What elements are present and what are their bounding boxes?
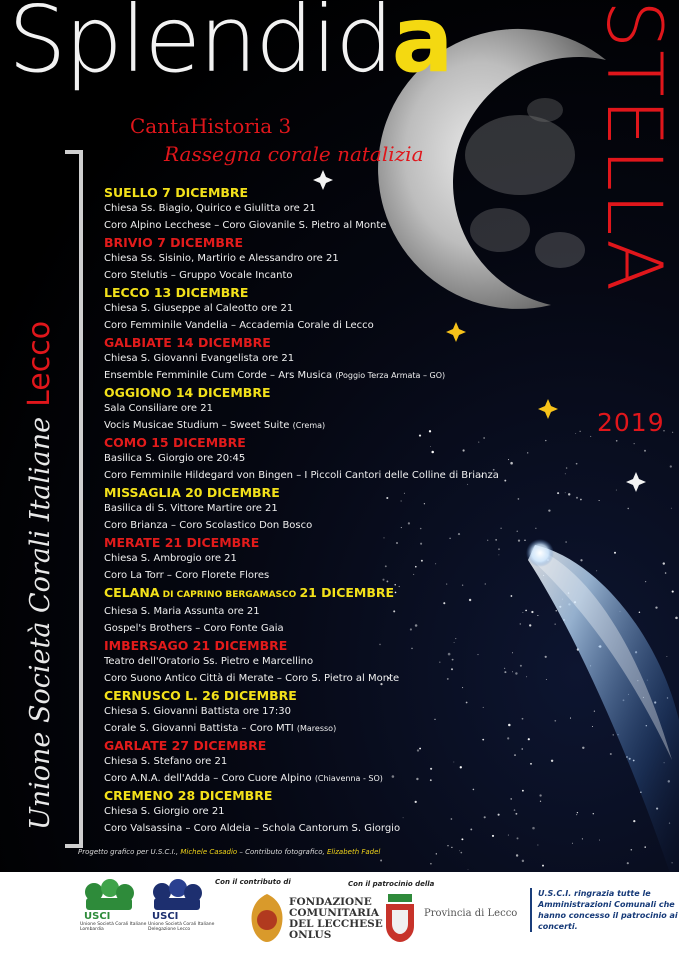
event-choirs-text: Coro Valsassina – Coro Aldeia – Schola Cantorum S. Giorgio	[104, 822, 401, 834]
fondazione-name	[289, 897, 383, 941]
patrocinio-label: Con il patrocinio della	[348, 880, 435, 888]
event-date-text: SUELLO 7 DICEMBRE	[104, 185, 249, 200]
title-accent-letter: a	[391, 0, 452, 93]
event-venue	[104, 551, 544, 568]
star-dot	[546, 679, 547, 680]
event-venue-text: Chiesa Ss. Biagio, Quirico e Giulitta ore 21	[104, 203, 316, 214]
star-dot	[665, 572, 667, 574]
star-dot	[580, 559, 582, 561]
star-dot	[570, 718, 571, 719]
star-dot	[468, 869, 469, 870]
event-choirs	[104, 671, 544, 688]
star-dot	[577, 812, 578, 813]
star-dot	[634, 443, 635, 444]
event-venue	[104, 401, 544, 418]
event-venue	[104, 451, 544, 468]
star-dot	[545, 440, 546, 441]
star-dot	[576, 463, 578, 465]
star-dot	[461, 838, 463, 840]
star-dot	[663, 562, 665, 564]
event-date-text: CREMENO 28 DICEMBRE	[104, 788, 273, 803]
star-dot	[380, 860, 382, 862]
event-choir-origin: (Crema)	[292, 420, 326, 430]
star-dot	[436, 853, 437, 854]
usci-lombardia-logo	[80, 878, 138, 920]
event-date	[104, 334, 544, 351]
event-date	[104, 284, 544, 301]
title	[8, 0, 452, 93]
event-venue-text: Basilica di S. Vittore Martire ore 21	[104, 503, 278, 514]
event-venue-text: Chiesa S. Maria Assunta ore 21	[104, 606, 260, 617]
event-date-text: GALBIATE 14 DICEMBRE	[104, 335, 271, 350]
fondazione-line: FONDAZIONE	[289, 896, 372, 908]
event-venue-text: Chiesa Ss. Sisinio, Martirio e Alessandro ore 21	[104, 253, 339, 264]
organization-name: Unione Società Corali Italiane	[25, 416, 56, 830]
star-dot	[565, 492, 566, 493]
star-dot	[666, 656, 667, 657]
sparkle-star-icon	[626, 472, 646, 492]
star-dot	[522, 860, 524, 862]
star-dot	[582, 747, 584, 749]
star-dot	[627, 862, 629, 864]
credits	[78, 848, 380, 856]
star-dot	[554, 720, 556, 722]
events-list	[104, 184, 544, 837]
event-date-text: GARLATE 27 DICEMBRE	[104, 738, 267, 753]
event-choirs	[104, 821, 544, 838]
event-date	[104, 687, 544, 704]
event-venue	[104, 501, 544, 518]
credits-middle: – Contributo fotografico,	[237, 848, 327, 856]
star-dot	[616, 490, 617, 491]
star-dot	[459, 850, 460, 851]
event-venue-text: Sala Consiliare ore 21	[104, 403, 213, 414]
stella-text: STELLA	[590, 0, 679, 294]
star-dot	[572, 843, 573, 844]
star-dot	[537, 845, 538, 846]
event-choirs	[104, 268, 544, 285]
organization-city: Lecco	[22, 320, 57, 407]
star-dot	[517, 837, 519, 839]
fondazione-line: DEL LECCHESE	[289, 918, 383, 930]
event-choirs-text: Coro A.N.A. dell'Adda – Coro Cuore Alpino	[104, 772, 312, 784]
credits-photographer: Elizabeth Fadel	[326, 848, 381, 856]
event-choirs	[104, 418, 544, 435]
star-dot	[655, 606, 657, 608]
star-dot	[566, 467, 568, 469]
event-choirs-text: Coro Stelutis – Gruppo Vocale Incanto	[104, 269, 293, 281]
provincia-name: Provincia di Lecco	[424, 908, 518, 919]
event-date-text: OGGIONO 14 DICEMBRE	[104, 385, 271, 400]
subtitle-rassegna: Rassegna corale natalizia	[164, 142, 424, 166]
star-dot	[675, 617, 678, 620]
event-venue-text: Chiesa S. Stefano ore 21	[104, 756, 228, 767]
subtitle-cantahistoria: CantaHistoria 3	[130, 114, 292, 138]
star-dot	[557, 492, 559, 494]
event-venue-text: Chiesa S. Giorgio ore 21	[104, 806, 225, 817]
credits-designer: Michele Casadio	[180, 848, 238, 856]
star-dot	[576, 814, 577, 815]
star-dot	[580, 499, 582, 501]
event-venue-text: Chiesa S. Giovanni Battista ore 17:30	[104, 706, 292, 717]
event-choirs-text: Coro Femminile Vandelia – Accademia Corale di Lecco	[104, 319, 374, 331]
star-dot	[599, 500, 600, 501]
year: 2019	[597, 408, 665, 437]
event-date-text: CELANA	[104, 585, 160, 600]
event-choir-origin: (Chiavenna - SO)	[314, 773, 383, 783]
event-choirs-text: Coro La Torr – Coro Florete Flores	[104, 569, 270, 581]
star-dot	[548, 509, 550, 511]
event-choirs-text: Coro Brianza – Coro Scolastico Don Bosco	[104, 519, 313, 531]
star-dot	[644, 450, 646, 452]
event-choirs	[104, 518, 544, 535]
star-dot	[565, 473, 566, 474]
star-dot	[516, 854, 518, 856]
event-date	[104, 184, 544, 201]
star-dot	[644, 846, 645, 847]
event-venue-text: Chiesa S. Giuseppe al Caleotto ore 21	[104, 303, 294, 314]
event-venue	[104, 301, 544, 318]
event-date	[104, 584, 544, 604]
event-date	[104, 637, 544, 654]
event-date-text: COMO 15 DICEMBRE	[104, 435, 246, 450]
star-dot	[451, 847, 452, 848]
event-choir-origin: (Poggio Terza Armata – GO)	[335, 370, 446, 380]
event-choirs	[104, 468, 544, 485]
star-dot	[633, 820, 635, 822]
usci-lecco-logo	[148, 878, 206, 920]
star-dot	[461, 852, 463, 854]
event-date-text: MISSAGLIA 20 DICEMBRE	[104, 485, 280, 500]
event-date	[104, 484, 544, 501]
star-dot	[594, 711, 595, 712]
star-dot	[551, 760, 553, 762]
title-main-text: Splendid	[8, 0, 392, 93]
vertical-organization-name	[22, 321, 57, 830]
star-dot	[545, 656, 547, 658]
event-venue	[104, 704, 544, 721]
event-choirs	[104, 771, 544, 788]
event-date	[104, 737, 544, 754]
event-venue	[104, 754, 544, 771]
provincia-lecco-crest	[380, 892, 420, 944]
event-choirs	[104, 318, 544, 335]
star-dot	[613, 734, 614, 735]
star-dot	[582, 838, 583, 839]
event-venue-text: Chiesa S. Ambrogio ore 21	[104, 553, 237, 564]
star-dot	[568, 493, 570, 495]
event-venue	[104, 251, 544, 268]
event-venue	[104, 351, 544, 368]
star-dot	[576, 497, 578, 499]
star-dot	[671, 508, 672, 509]
star-dot	[593, 813, 594, 814]
event-date	[104, 434, 544, 451]
star-dot	[542, 865, 544, 867]
star-dot	[610, 753, 612, 755]
event-venue-text: Chiesa S. Giovanni Evangelista ore 21	[104, 353, 295, 364]
usci-logo-1-text: USCI	[84, 911, 111, 922]
star-dot	[590, 436, 591, 437]
event-venue-text: Teatro dell'Oratorio Ss. Pietro e Marcellino	[104, 656, 314, 667]
event-choirs-text: Coro Suono Antico Città di Merate – Coro S. Pietro al Monte	[104, 672, 400, 684]
event-venue	[104, 604, 544, 621]
star-dot	[645, 581, 646, 582]
event-choirs-text: Vocis Musicae Studium – Sweet Suite	[104, 419, 290, 431]
event-choirs-text: Gospel's Brothers – Coro Fonte Gaia	[104, 622, 284, 634]
event-date-text: IMBERSAGO 21 DICEMBRE	[104, 638, 288, 653]
star-dot	[616, 440, 618, 442]
bracket-line	[65, 150, 83, 848]
star-dot	[447, 845, 448, 846]
star-dot	[596, 570, 597, 571]
star-dot	[580, 431, 581, 432]
event-date	[104, 787, 544, 804]
event-date-text: LECCO 13 DICEMBRE	[104, 285, 249, 300]
star-dot	[556, 610, 557, 611]
usci-logo-2-caption: Unione Società Corali Italiane Delegazione Lecco	[148, 922, 215, 932]
star-dot	[599, 840, 600, 841]
event-choirs-text: Corale S. Giovanni Battista – Coro MTI	[104, 722, 294, 734]
star-dot	[592, 726, 593, 727]
fondazione-logo	[248, 892, 286, 944]
event-venue-text: Basilica S. Giorgio ore 20:45	[104, 453, 246, 464]
thanks-note: U.S.C.I. ringrazia tutte le Amministrazioni Comunali che hanno concesso il patrocinio ai concerti.	[530, 888, 678, 932]
contributo-label: Con il contributo di	[215, 878, 291, 886]
event-venue	[104, 201, 544, 218]
star-dot	[672, 432, 673, 433]
event-choirs	[104, 721, 544, 738]
fondazione-line: COMUNITARIA	[289, 907, 379, 919]
star-dot	[631, 849, 633, 851]
event-choir-origin: (Maresso)	[296, 723, 337, 733]
event-choirs	[104, 368, 544, 385]
event-choirs-text: Ensemble Femminile Cum Corde – Ars Musica	[104, 369, 333, 381]
event-date-text: CERNUSCO L. 26 DICEMBRE	[104, 688, 297, 703]
star-dot	[672, 591, 674, 593]
event-choirs-text: Coro Femminile Hildegard von Bingen – I Piccoli Cantori delle Colline di Brianza	[104, 469, 499, 481]
event-date	[104, 384, 544, 401]
event-date-text: BRIVIO 7 DICEMBRE	[104, 235, 244, 250]
star-dot	[639, 611, 641, 613]
star-dot	[627, 508, 628, 509]
event-date-locality: DI CAPRINO BERGAMASCO	[159, 590, 300, 600]
star-dot	[614, 552, 616, 554]
event-date-day: 21 DICEMBRE	[299, 585, 395, 600]
event-venue	[104, 654, 544, 671]
star-dot	[670, 465, 672, 467]
event-choirs	[104, 218, 544, 235]
event-venue	[104, 804, 544, 821]
event-date	[104, 534, 544, 551]
event-choirs	[104, 621, 544, 638]
fondazione-line: ONLUS	[289, 929, 332, 941]
credits-prefix: Progetto grafico per U.S.C.I.,	[78, 848, 181, 856]
event-date	[104, 234, 544, 251]
event-choirs-text: Coro Alpino Lecchese – Coro Giovanile S. Pietro al Monte	[104, 219, 387, 231]
usci-logo-1-caption: Unione Società Corali Italiane Lombardia	[80, 922, 147, 932]
stella-vertical-title	[589, 0, 679, 400]
star-dot	[555, 624, 556, 625]
star-dot	[565, 541, 567, 543]
usci-logo-2-text: USCI	[152, 911, 179, 922]
star-dot	[575, 433, 576, 434]
event-choirs	[104, 568, 544, 585]
star-dot	[430, 863, 432, 865]
event-date-text: MERATE 21 DICEMBRE	[104, 535, 260, 550]
